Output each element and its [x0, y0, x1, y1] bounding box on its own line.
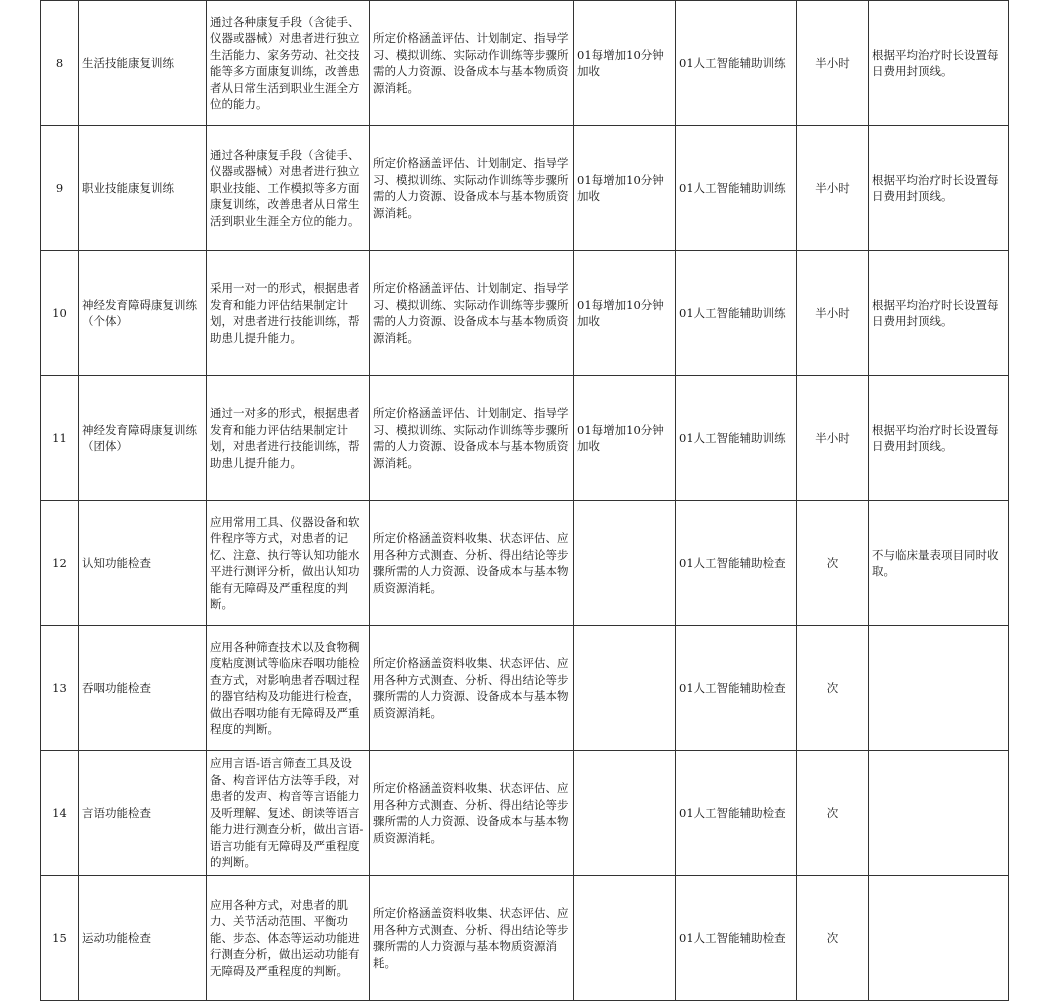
- pricing-unit-cell: 半小时: [797, 1, 869, 126]
- remark-cell: 根据平均治疗时长设置每日费用封顶线。: [869, 1, 1009, 126]
- extra-charge-cell: [574, 626, 676, 751]
- remark-cell: 不与临床量表项目同时收取。: [869, 501, 1009, 626]
- table-body: [41, 1, 1009, 1001]
- item-name-cell: 神经发育障碍康复训练（个体）: [79, 251, 207, 376]
- remark-cell: [869, 626, 1009, 751]
- item-number-cell: 12: [41, 501, 79, 626]
- ai-assist-cell: 01人工智能辅助训练: [676, 376, 797, 501]
- ai-assist-cell: 01人工智能辅助训练: [676, 251, 797, 376]
- remark-cell: 根据平均治疗时长设置每日费用封顶线。: [869, 126, 1009, 251]
- item-content-cell: 通过各种康复手段（含徒手、仪器或器械）对患者进行独立职业技能、工作模拟等多方面康复训练，改善患者从日常生活到职业生涯全方位的能力。: [207, 126, 370, 251]
- item-number-cell: 14: [41, 751, 79, 876]
- price-scope-cell: 所定价格涵盖评估、计划制定、指导学习、模拟训练、实际动作训练等步骤所需的人力资源、设备成本与基本物质资源消耗。: [370, 126, 574, 251]
- ai-assist-cell: 01人工智能辅助训练: [676, 1, 797, 126]
- pricing-unit-cell: 次: [797, 626, 869, 751]
- item-content-cell: 应用各种筛查技术以及食物稠度粘度测试等临床吞咽功能检查方式，对影响患者吞咽过程的器官结构及功能进行检查，做出吞咽功能有无障碍及严重程度的判断。: [207, 626, 370, 751]
- pricing-unit-cell: 次: [797, 501, 869, 626]
- extra-charge-cell: 01每增加10分钟加收: [574, 376, 676, 501]
- item-number-cell: 8: [41, 1, 79, 126]
- table-row: [41, 1, 1009, 126]
- pricing-unit-cell: 半小时: [797, 126, 869, 251]
- extra-charge-cell: 01每增加10分钟加收: [574, 251, 676, 376]
- item-number-cell: 9: [41, 126, 79, 251]
- extra-charge-cell: 01每增加10分钟加收: [574, 1, 676, 126]
- remark-cell: 根据平均治疗时长设置每日费用封顶线。: [869, 251, 1009, 376]
- remark-cell: [869, 751, 1009, 876]
- item-number-cell: 11: [41, 376, 79, 501]
- extra-charge-cell: [574, 501, 676, 626]
- item-content-cell: 应用常用工具、仪器设备和软件程序等方式，对患者的记忆、注意、执行等认知功能水平进行测评分析，做出认知功能有无障碍及严重程度的判断。: [207, 501, 370, 626]
- ai-assist-cell: 01人工智能辅助检查: [676, 876, 797, 1001]
- item-content-cell: 采用一对一的形式，根据患者发育和能力评估结果制定计划，对患者进行技能训练，帮助患儿提升能力。: [207, 251, 370, 376]
- price-scope-cell: 所定价格涵盖评估、计划制定、指导学习、模拟训练、实际动作训练等步骤所需的人力资源、设备成本与基本物质资源消耗。: [370, 1, 574, 126]
- pricing-unit-cell: 半小时: [797, 251, 869, 376]
- table-row: [41, 501, 1009, 626]
- item-number-cell: 13: [41, 626, 79, 751]
- pricing-unit-cell: 次: [797, 751, 869, 876]
- table-row: [41, 751, 1009, 876]
- table-row: [41, 626, 1009, 751]
- table-row: [41, 876, 1009, 1001]
- ai-assist-cell: 01人工智能辅助检查: [676, 501, 797, 626]
- pricing-unit-cell: 半小时: [797, 376, 869, 501]
- ai-assist-cell: 01人工智能辅助检查: [676, 751, 797, 876]
- remark-cell: 根据平均治疗时长设置每日费用封顶线。: [869, 376, 1009, 501]
- item-content-cell: 应用言语-语言筛查工具及设备、构音评估方法等手段，对患者的发声、构音等言语能力及听理解、复述、朗读等语言能力进行测查分析，做出言语-语言功能有无障碍及严重程度的判断。: [207, 751, 370, 876]
- table-row: [41, 251, 1009, 376]
- item-content-cell: 应用各种方式，对患者的肌力、关节活动范围、平衡功能、步态、体态等运动功能进行测查分析，做出运动功能有无障碍及严重程度的判断。: [207, 876, 370, 1001]
- item-content-cell: 通过各种康复手段（含徒手、仪器或器械）对患者进行独立生活能力、家务劳动、社交技能等多方面康复训练，改善患者从日常生活到职业生涯全方位的能力。: [207, 1, 370, 126]
- item-name-cell: 职业技能康复训练: [79, 126, 207, 251]
- price-scope-cell: 所定价格涵盖资料收集、状态评估、应用各种方式测查、分析、得出结论等步骤所需的人力资源与基本物质资源消耗。: [370, 876, 574, 1001]
- item-name-cell: 认知功能检查: [79, 501, 207, 626]
- remark-cell: [869, 876, 1009, 1001]
- price-scope-cell: 所定价格涵盖评估、计划制定、指导学习、模拟训练、实际动作训练等步骤所需的人力资源、设备成本与基本物质资源消耗。: [370, 376, 574, 501]
- ai-assist-cell: 01人工智能辅助检查: [676, 626, 797, 751]
- table-row: [41, 126, 1009, 251]
- pricing-unit-cell: 次: [797, 876, 869, 1001]
- table-row: [41, 376, 1009, 501]
- item-name-cell: 运动功能检查: [79, 876, 207, 1001]
- price-scope-cell: 所定价格涵盖评估、计划制定、指导学习、模拟训练、实际动作训练等步骤所需的人力资源、设备成本与基本物质资源消耗。: [370, 251, 574, 376]
- item-name-cell: 生活技能康复训练: [79, 1, 207, 126]
- price-scope-cell: 所定价格涵盖资料收集、状态评估、应用各种方式测查、分析、得出结论等步骤所需的人力资源、设备成本与基本物质资源消耗。: [370, 751, 574, 876]
- item-name-cell: 言语功能检查: [79, 751, 207, 876]
- extra-charge-cell: [574, 751, 676, 876]
- item-name-cell: 吞咽功能检查: [79, 626, 207, 751]
- item-number-cell: 10: [41, 251, 79, 376]
- pricing-items-table: [40, 0, 1009, 1001]
- item-name-cell: 神经发育障碍康复训练（团体）: [79, 376, 207, 501]
- item-content-cell: 通过一对多的形式，根据患者发育和能力评估结果制定计划，对患者进行技能训练，帮助患儿提升能力。: [207, 376, 370, 501]
- price-scope-cell: 所定价格涵盖资料收集、状态评估、应用各种方式测查、分析、得出结论等步骤所需的人力资源、设备成本与基本物质资源消耗。: [370, 501, 574, 626]
- extra-charge-cell: [574, 876, 676, 1001]
- price-scope-cell: 所定价格涵盖资料收集、状态评估、应用各种方式测查、分析、得出结论等步骤所需的人力资源、设备成本与基本物质资源消耗。: [370, 626, 574, 751]
- ai-assist-cell: 01人工智能辅助训练: [676, 126, 797, 251]
- extra-charge-cell: 01每增加10分钟加收: [574, 126, 676, 251]
- item-number-cell: 15: [41, 876, 79, 1001]
